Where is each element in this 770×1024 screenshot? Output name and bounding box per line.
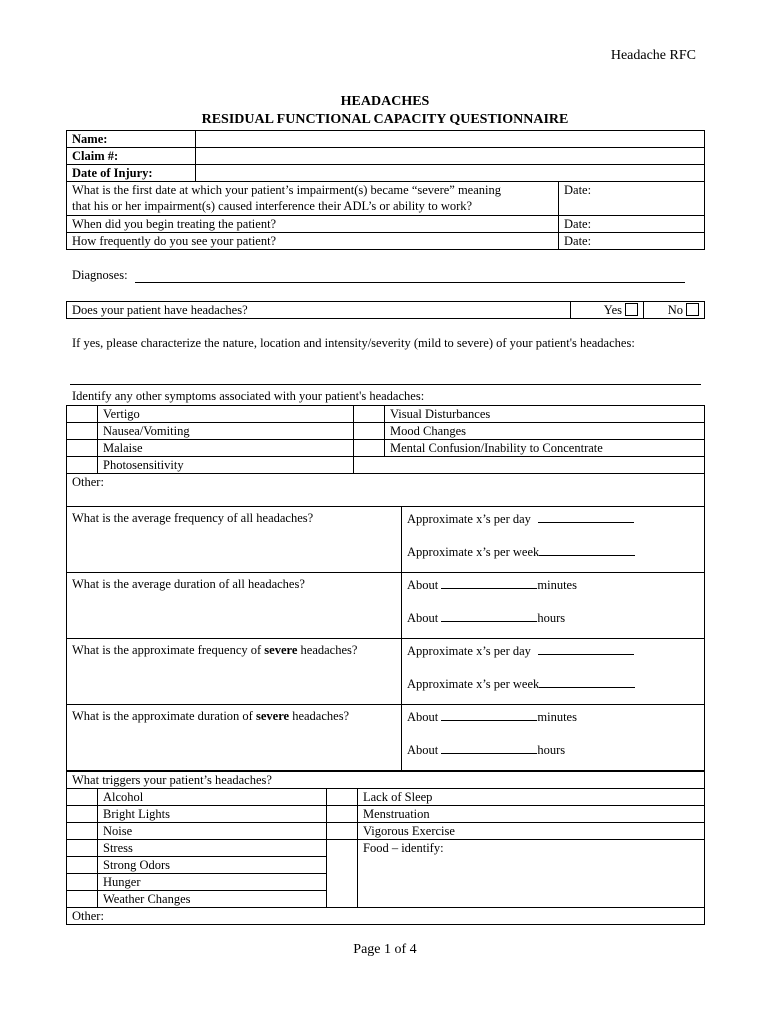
name-field[interactable] [196,131,705,148]
trigger-hunger: Hunger [98,874,327,891]
symptom-check[interactable] [67,423,98,440]
triggers-heading: What triggers your patient’s headaches? [67,772,705,789]
diagnoses-label: Diagnoses: [72,268,128,282]
severe-minutes-row [407,708,699,725]
per-week-label: Approximate x’s per week [407,545,540,559]
document-id: Headache RFC [610,48,696,63]
symptom-mood-changes: Mood Changes [385,423,705,440]
treat-start-date-field[interactable]: Date: [559,216,705,233]
have-headaches-question: Does your patient have headaches? [67,302,571,319]
trigger-strong-odors: Strong Odors [98,857,327,874]
triggers-table [66,771,705,925]
severe-per-day-field[interactable] [538,642,634,655]
title-line-2: RESIDUAL FUNCTIONAL CAPACITY QUESTIONNAIRE [201,112,569,127]
patient-info-table [66,130,705,250]
triggers-other[interactable]: Other: [67,908,705,925]
severe-frequency-answers [402,639,705,705]
severe-per-day-row [407,642,699,659]
hours-label: hours [537,611,566,625]
trigger-check[interactable] [67,840,98,857]
hours-label: hours [537,743,566,757]
symptom-vertigo: Vertigo [98,406,354,423]
frequency-table [66,506,705,771]
symptoms-other[interactable]: Other: [67,474,705,507]
trigger-food[interactable]: Food – identify: [358,840,705,908]
title-line-1: HEADACHES [340,94,430,109]
treat-start-question: When did you begin treating the patient? [67,216,559,233]
about-label: About [407,578,439,592]
diagnoses-row [72,268,128,283]
trigger-check[interactable] [67,891,98,908]
avg-frequency-question: What is the average frequency of all headaches? [67,507,402,573]
avg-duration-answers [402,573,705,639]
trigger-check[interactable] [327,789,358,806]
trigger-check[interactable] [327,806,358,823]
injury-date-field[interactable] [196,165,705,182]
trigger-check[interactable] [327,840,358,908]
severe-per-week-field[interactable] [539,675,635,688]
claim-label: Claim #: [67,148,196,165]
symptom-nausea: Nausea/Vomiting [98,423,354,440]
trigger-check[interactable] [67,874,98,891]
about-label: About [407,611,439,625]
trigger-check[interactable] [327,823,358,840]
symptom-check[interactable] [354,440,385,457]
symptom-malaise: Malaise [98,440,354,457]
trigger-lack-of-sleep: Lack of Sleep [358,789,705,806]
symptom-check[interactable] [354,406,385,423]
minutes-label: minutes [537,578,577,592]
trigger-check[interactable] [67,789,98,806]
trigger-check[interactable] [67,806,98,823]
avg-hours-field[interactable] [441,609,537,622]
severe-frequency-pre: What is the approximate frequency of [72,643,265,657]
page-number: Page 1 of 4 [353,942,417,957]
avg-hours-row [407,609,699,626]
trigger-bright-lights: Bright Lights [98,806,327,823]
characterize-field[interactable] [70,372,701,385]
per-week-label: Approximate x’s per week [407,677,540,691]
trigger-noise: Noise [98,823,327,840]
name-label: Name: [67,131,196,148]
per-day-label: Approximate x’s per day [407,644,531,658]
symptom-check[interactable] [67,440,98,457]
symptom-mental-confusion: Mental Confusion/Inability to Concentrate [385,440,705,457]
visit-frequency-question: How frequently do you see your patient? [67,233,559,250]
severe-duration-pre: What is the approximate duration of [72,709,256,723]
no-checkbox[interactable] [686,303,699,316]
trigger-check[interactable] [67,857,98,874]
severe-date-field[interactable]: Date: [559,182,705,216]
severe-per-week-row [407,675,699,692]
trigger-alcohol: Alcohol [98,789,327,806]
severe-question-line-2: that his or her impairment(s) caused interference their ADL’s or ability to work? [72,199,473,213]
symptom-check[interactable] [67,457,98,474]
per-day-label: Approximate x’s per day [407,512,531,526]
severe-minutes-field[interactable] [441,708,537,721]
trigger-menstruation: Menstruation [358,806,705,823]
avg-minutes-field[interactable] [441,576,537,589]
claim-field[interactable] [196,148,705,165]
severe-hours-row [407,741,699,758]
injury-date-label: Date of Injury: [67,165,196,182]
severe-date-question [67,182,559,216]
trigger-weather-changes: Weather Changes [98,891,327,908]
minutes-label: minutes [537,710,577,724]
severe-frequency-question [67,639,402,705]
symptoms-heading: Identify any other symptoms associated with your patient's headaches: [72,389,425,403]
trigger-stress: Stress [98,840,327,857]
yes-label: Yes [603,303,622,317]
symptom-empty-cell [354,457,705,474]
severe-question-line-1: What is the first date at which your patient’s impairment(s) became “severe” meaning [72,183,502,197]
have-headaches-table [66,301,705,319]
severe-word: severe [255,709,290,723]
visit-frequency-date-field[interactable]: Date: [559,233,705,250]
symptoms-table [66,405,705,507]
characterize-instructions: If yes, please characterize the nature, location and intensity/severity (mild to severe) of your patient's headaches: [72,336,635,350]
trigger-vigorous-exercise: Vigorous Exercise [358,823,705,840]
avg-per-day-row [407,510,699,527]
diagnoses-field[interactable] [135,270,685,283]
avg-minutes-row [407,576,699,593]
severe-duration-answers [402,705,705,771]
severe-frequency-post: headaches? [297,643,358,657]
symptom-check[interactable] [354,423,385,440]
yes-checkbox[interactable] [625,303,638,316]
avg-per-week-row [407,543,699,560]
avg-frequency-answers [402,507,705,573]
symptom-visual-disturbances: Visual Disturbances [385,406,705,423]
severe-word: severe [264,643,298,657]
severe-hours-field[interactable] [441,741,537,754]
no-label: No [667,303,683,317]
avg-per-week-field[interactable] [539,543,635,556]
about-label: About [407,710,439,724]
avg-duration-question: What is the average duration of all headaches? [67,573,402,639]
about-label: About [407,743,439,757]
severe-duration-question [67,705,402,771]
severe-duration-post: headaches? [289,709,350,723]
trigger-check[interactable] [67,823,98,840]
avg-per-day-field[interactable] [538,510,634,523]
symptom-photosensitivity: Photosensitivity [98,457,354,474]
yes-option[interactable] [571,302,644,319]
no-option[interactable] [644,302,705,319]
symptom-check[interactable] [67,406,98,423]
